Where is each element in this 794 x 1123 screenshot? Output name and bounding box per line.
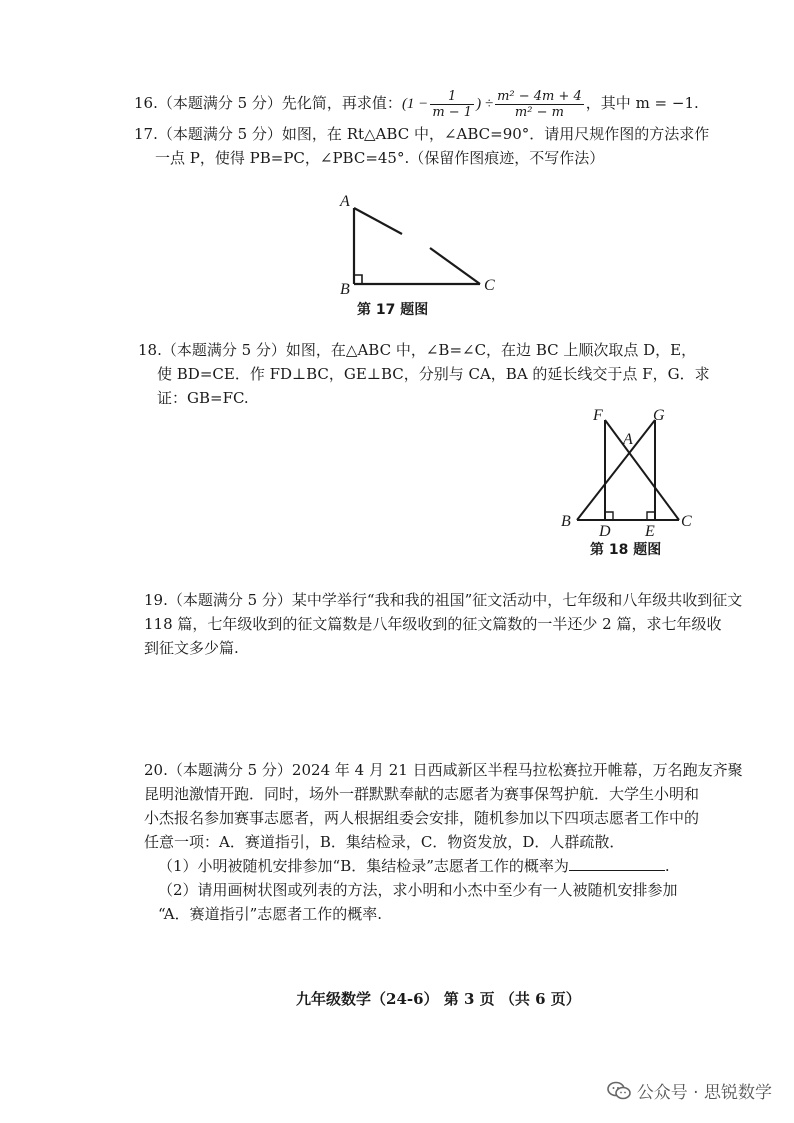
- q16-frac2: $\frac{\text{m² − 4m + 4}}{\text{m² − m}}$: [497, 88, 582, 120]
- q18-figure: [555, 402, 705, 540]
- q17-hyp-upper: [354, 208, 402, 234]
- q19-line3: 到征文多少篇.: [144, 639, 239, 657]
- q16-frac1: $\frac{1}{m - 1}$: [432, 88, 473, 120]
- q20-answer-blank: [569, 856, 665, 871]
- q18-right-angle-e: [647, 512, 655, 520]
- q18-line2: 使 BD=CE．作 FD⊥BC，GE⊥BC，分别与 CA，BA 的延长线交于点 F，G．求: [157, 365, 710, 383]
- page-footer: 九年级数学（24-6） 第 3 页 （共 6 页）: [296, 990, 581, 1008]
- q17-label-a: A: [340, 193, 350, 210]
- q17-right-angle-mark: [354, 275, 362, 284]
- q17-caption: 第 17 题图: [357, 302, 429, 318]
- q20-line2: 昆明池激情开跑．同时，场外一群默默奉献的志愿者为赛事保驾护航．大学生小明和: [144, 785, 700, 803]
- wechat-icon: [607, 1080, 631, 1102]
- q17-hyp-lower: [430, 248, 480, 284]
- q16-div: ) ÷: [476, 96, 494, 112]
- q18-line1: 18.（本题满分 5 分）如图，在△ABC 中，∠B=∠C，在边 BC 上顺次取点 D，E，: [138, 341, 697, 359]
- q18-line3: 证：GB=FC.: [157, 389, 249, 407]
- q18-label-f: F: [593, 407, 603, 424]
- q16-prefix: 16.（本题满分 5 分）先化简，再求值：: [134, 94, 402, 112]
- q17-label-b: B: [340, 281, 350, 298]
- q17-line1: 17.（本题满分 5 分）如图，在 Rt△ABC 中，∠ABC=90°．请用尺规作图的方法求作: [134, 125, 710, 143]
- q20-sub1: [158, 856, 670, 876]
- q17-label-c: C: [484, 277, 495, 294]
- q20-sub1-text: （1）小明被随机安排参加“B．集结检录”志愿者工作的概率为: [158, 857, 569, 875]
- q19-line2: 118 篇，七年级收到的征文篇数是八年级收到的征文篇数的一半还少 2 篇，求七年级收: [144, 615, 722, 633]
- q18-label-c: C: [681, 513, 692, 530]
- q20-sub2b: “A．赛道指引”志愿者工作的概率.: [158, 905, 383, 923]
- q18-label-g: G: [653, 407, 665, 424]
- q18-label-d: D: [599, 523, 611, 540]
- watermark: [607, 1078, 772, 1103]
- q20-sub2: （2）请用画树状图或列表的方法，求小明和小杰中至少有一人被随机安排参加: [158, 881, 678, 899]
- q20-line3: 小杰报名参加赛事志愿者，两人根据组委会安排，随机参加以下四项志愿者工作中的: [144, 809, 700, 827]
- q18-label-b: B: [561, 513, 571, 530]
- q18-label-e: E: [645, 523, 655, 540]
- watermark-text: 公众号 · 思锐数学: [636, 1083, 772, 1103]
- q20-line4: 任意一项：A．赛道指引，B．集结检录，C．物资发放，D．人群疏散．: [144, 833, 625, 851]
- q20-line1: 20.（本题满分 5 分）2024 年 4 月 21 日西咸新区半程马拉松赛拉开帷幕，万名跑友齐聚: [144, 761, 743, 779]
- q16-line: [134, 84, 699, 123]
- q16-suffix: ，其中 m = −1.: [585, 94, 699, 112]
- q19-line1: 19.（本题满分 5 分）某中学举行“我和我的祖国”征文活动中，七年级和八年级共收到征文: [144, 591, 743, 609]
- q17-line2: 一点 P，使得 PB=PC，∠PBC=45°.（保留作图痕迹，不写作法）: [155, 149, 605, 167]
- q18-caption: 第 18 题图: [590, 542, 662, 558]
- q17-figure: [330, 186, 510, 300]
- q18-label-a: A: [623, 431, 633, 448]
- q16-open: (1 −: [401, 96, 429, 112]
- q18-right-angle-d: [605, 512, 613, 520]
- q20-sub1-end: .: [664, 857, 670, 875]
